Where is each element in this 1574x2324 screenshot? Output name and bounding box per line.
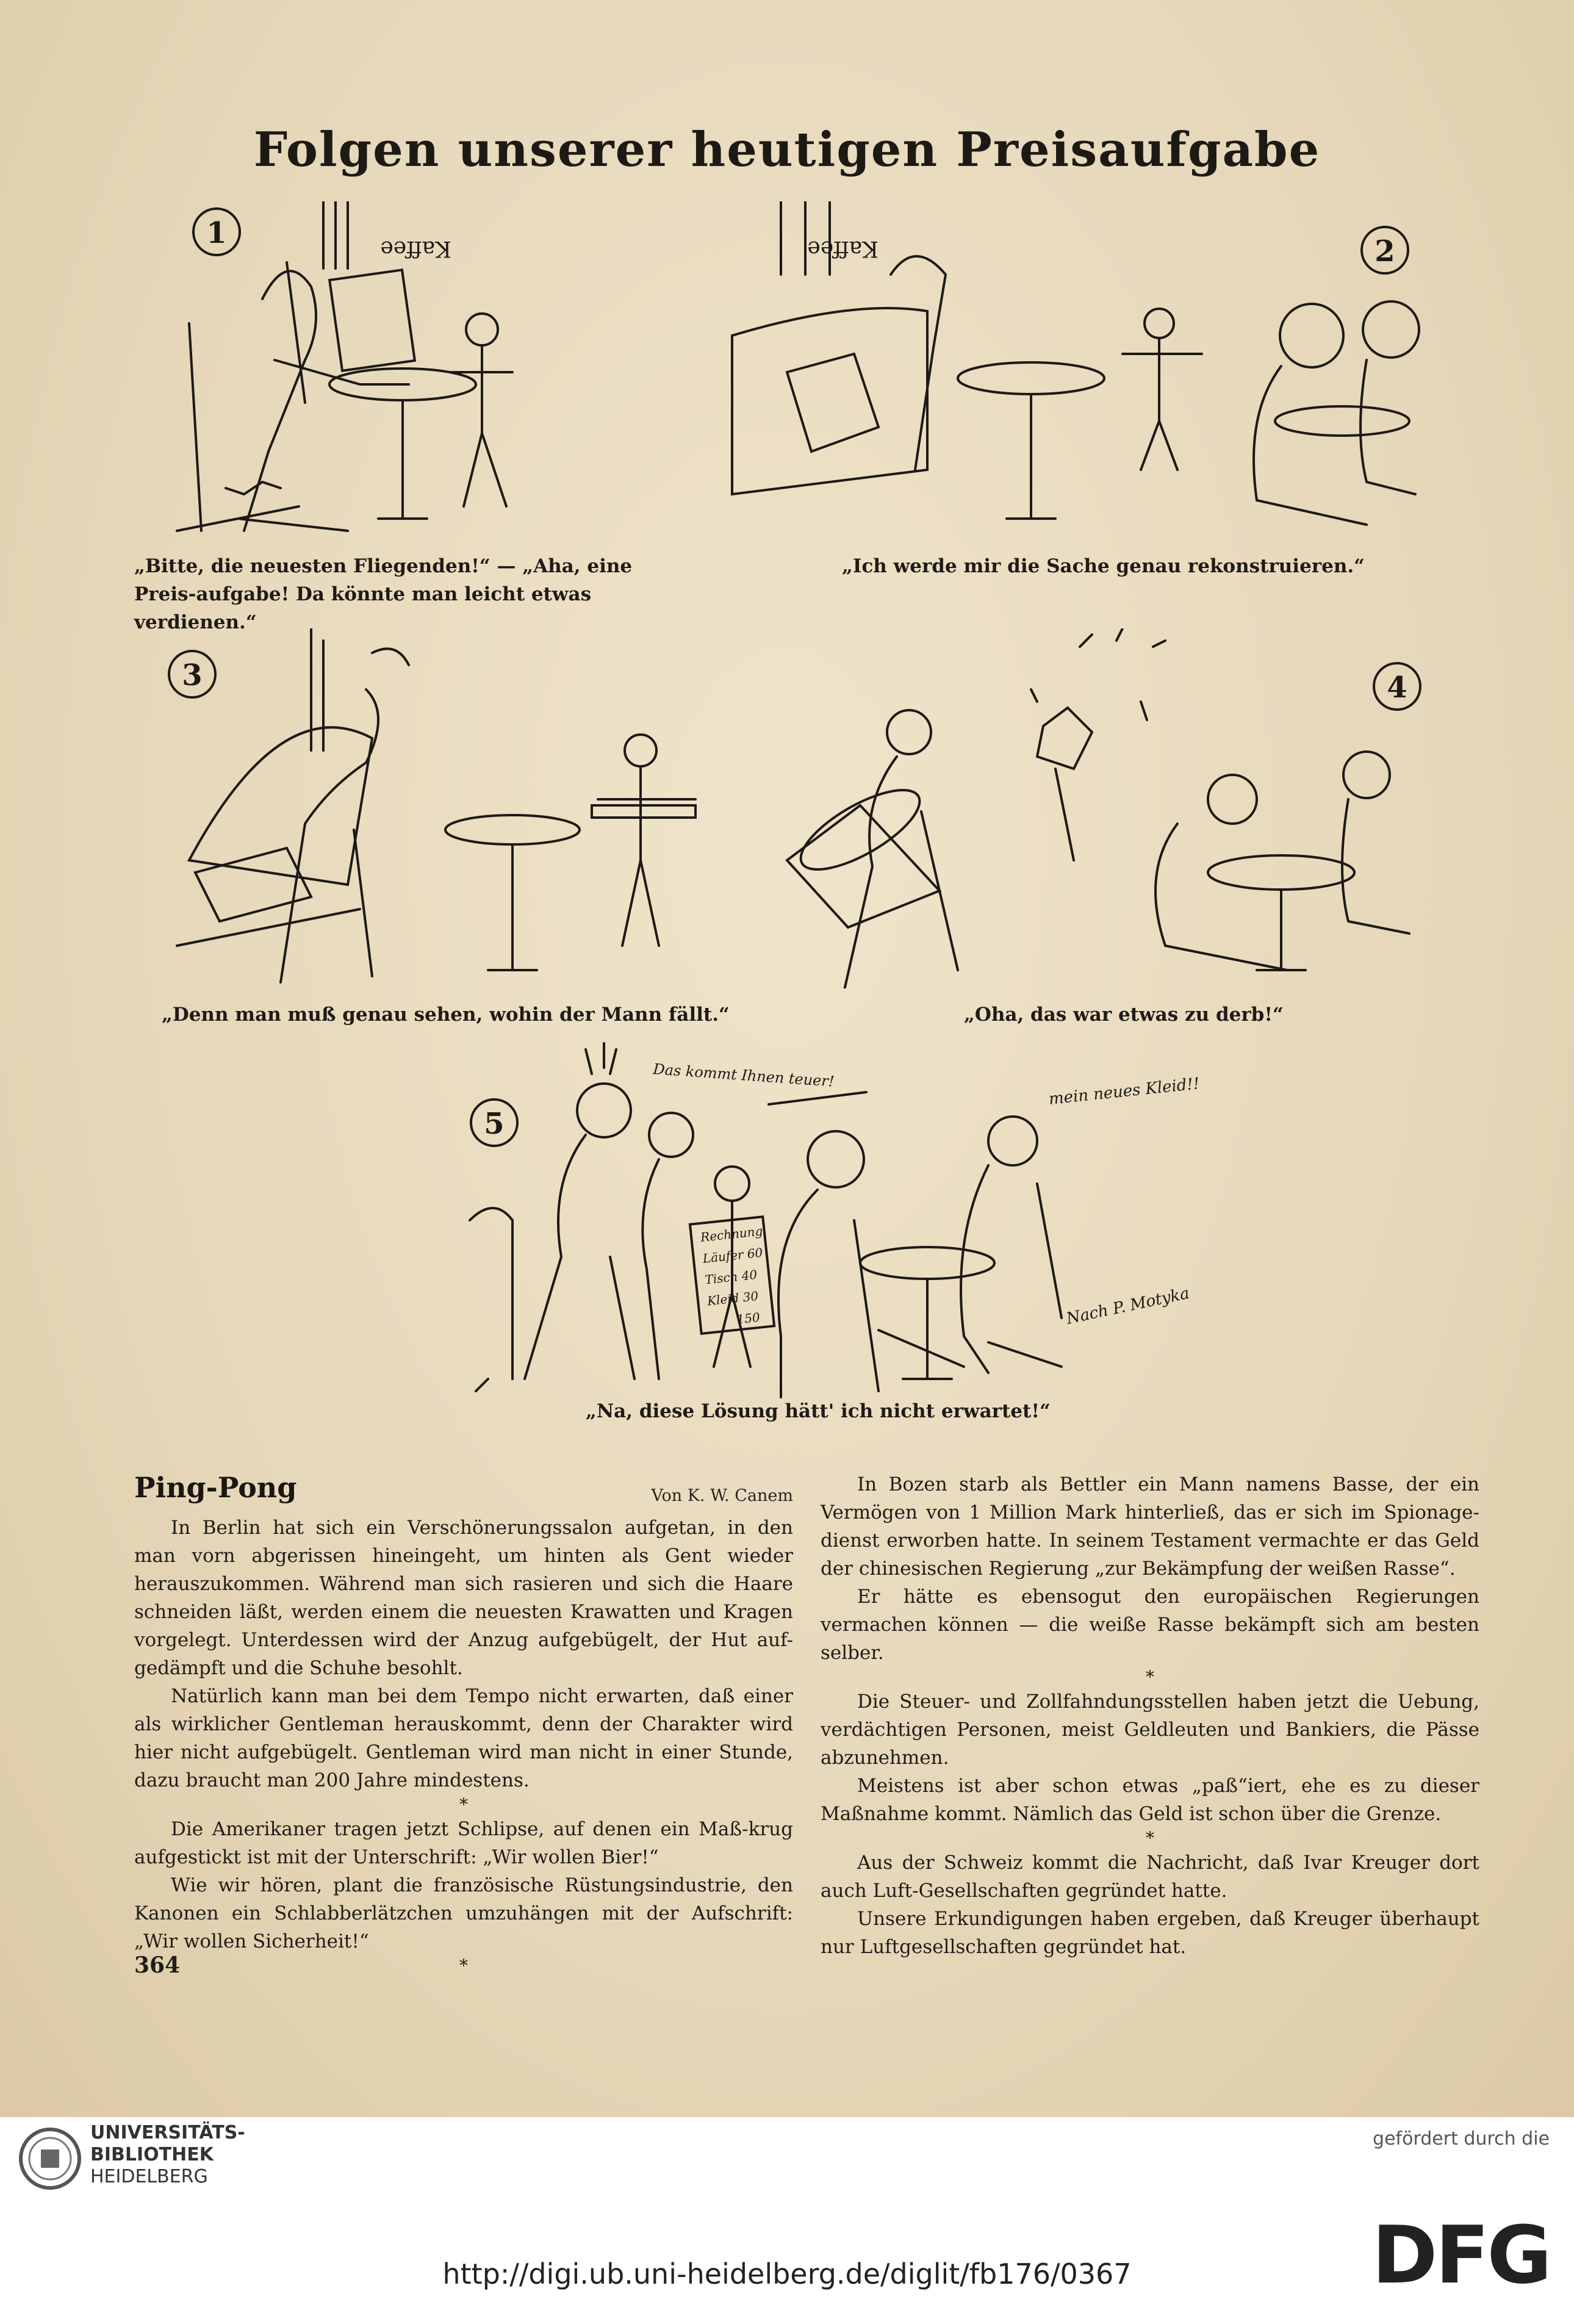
cartoon-drawing-2 (708, 201, 1458, 543)
dfg-logo[interactable]: DFG (1371, 2209, 1550, 2301)
library-name-line-2: BIBLIOTHEK (90, 2144, 214, 2165)
article-right-column (821, 1470, 1479, 1961)
library-name-line-1: UNIVERSITÄTS- (90, 2122, 245, 2143)
bill-line-1: Rechnung (699, 1223, 764, 1245)
library-name[interactable] (90, 2122, 245, 2188)
separator-star: * (459, 1794, 468, 1815)
permalink-url[interactable]: http://digi.ub.uni-heidelberg.de/diglit/fb176/0367 (442, 2257, 1132, 2290)
page-number: 364 (134, 1952, 181, 1978)
panel-2-number: 2 (1375, 234, 1395, 268)
article-byline: Von K. W. Canem (651, 1486, 793, 1505)
cartoon-panel-5 (451, 1037, 1220, 1409)
left-paragraph: Natürlich kann man bei dem Tempo nicht erwarten, daß einer als wirklicher Gentleman herauskommt, denn der Charakter wird hier nicht aufgebügelt. Gentleman wird man nicht in einer Stunde, dazu braucht man 200 Jahre mindestens. (134, 1685, 793, 1791)
panel-2-caption: „Ich werde mir die Sache genau rekonstruieren.“ (842, 555, 1365, 577)
right-paragraph: Unsere Erkundigungen haben ergeben, daß Kreuger überhaupt nur Luftgesellschaften gegründet hat. (821, 1908, 1479, 1958)
separator-star: * (459, 1955, 468, 1976)
right-paragraph: Die Steuer- und Zollfahndungsstellen haben jetzt die Uebung, verdächtigen Personen, meist Geldleuten und Bankiers, die Pässe abzunehmen. (821, 1691, 1479, 1769)
left-paragraph: Die Amerikaner tragen jetzt Schlipse, auf denen ein Maß-krug aufgestickt ist mit der Unterschrift: „Wir wollen Bier!“ (134, 1818, 793, 1868)
right-paragraph: Meistens ist aber schon etwas „paß“iert, ehe es zu dieser Maßnahme kommt. Nämlich das Geld ist schon über die Grenze. (821, 1775, 1479, 1825)
left-paragraph: In Berlin hat sich ein Verschönerungssalon aufgetan, in den man vorn abgerissen hineingeht, um hinten als Gent wieder herauszukommen. Während man sich rasieren und sich die Haare schneiden läßt, werden einem die neuesten Krawatten und Kragen vorgelegt. Unterdessen wird der Anzug aufgebügelt, der Hut auf-gedämpft und die Schuhe besohlt. (134, 1517, 793, 1679)
cartoon-drawing-1 (165, 201, 604, 543)
panel-5-caption: „Na, diese Lösung hätt' ich nicht erwartet!“ (586, 1400, 1051, 1422)
panel-1-sign: Kaffee (380, 236, 451, 261)
separator-star: * (1146, 1828, 1154, 1848)
panel-5-signature: Nach P. Motyka (1065, 1284, 1191, 1328)
panel-5-speech-1: Das kommt Ihnen teuer! (652, 1060, 835, 1090)
cartoon-panel-3 (153, 628, 714, 988)
bill-line-3: Tisch 40 (704, 1267, 758, 1287)
panel-4-number: 4 (1387, 671, 1407, 705)
cartoon-panel-4 (714, 628, 1464, 988)
article-left-column (134, 1473, 793, 1976)
bill-line-5: 150 (736, 1309, 761, 1327)
cartoon-panel-2 (708, 201, 1458, 543)
bill-line-4: Kleid 30 (706, 1288, 760, 1309)
panel-3-number: 3 (182, 658, 203, 693)
funded-by-label: gefördert durch die (1373, 2128, 1550, 2150)
left-paragraph: Wie wir hören, plant die französische Rüstungsindustrie, den Kanonen ein Schlabberlätzchen umzuhängen mit der Aufschrift: „Wir wollen Sicherheit!“ (134, 1874, 793, 1952)
article-heading: Ping-Pong (134, 1471, 297, 1504)
separator-star: * (1146, 1667, 1154, 1687)
panel-5-number: 5 (484, 1107, 505, 1141)
library-name-line-3: HEIDELBERG (90, 2166, 208, 2187)
panel-1-number: 1 (206, 216, 227, 250)
bill-line-2: Läufer 60 (702, 1245, 764, 1266)
right-paragraph: Aus der Schweiz kommt die Nachricht, daß Ivar Kreuger dort auch Luft-Gesellschaften gegründet hatte. (821, 1852, 1479, 1902)
right-paragraph: In Bozen starb als Bettler ein Mann namens Basse, der ein Vermögen von 1 Million Mark hinterließ, das er sich im Spionage-dienst erworben hatte. In seinem Testament vermachte er das Geld der chinesischen Regierung „zur Bekämpfung der weißen Rasse“. (821, 1473, 1479, 1580)
panel-4-caption: „Oha, das war etwas zu derb!“ (964, 1004, 1284, 1026)
panel-3-caption: „Denn man muß genau sehen, wohin der Mann fällt.“ (162, 1004, 730, 1026)
right-paragraph: Er hätte es ebensogut den europäischen Regierungen vermachen können — die weiße Rasse bekämpft sich am besten selber. (821, 1586, 1479, 1664)
cartoon-drawing-5 (451, 1037, 1220, 1409)
cartoon-drawing-3 (153, 628, 714, 988)
panel-2-sign: Kaffee (807, 236, 879, 261)
panel-1-caption: „Bitte, die neuesten Fliegenden!“ — „Aha, eine Preis-aufgabe! Da könnte man leicht etwas verdienen.“ (134, 555, 633, 633)
cartoon-panel-1 (165, 201, 604, 543)
page-title: Folgen unserer heutigen Preisaufgabe (253, 122, 1321, 178)
cartoon-drawing-4 (714, 628, 1464, 988)
panel-5-speech-2: mein neues Kleid!! (1048, 1074, 1201, 1109)
article-heading-row (134, 1473, 793, 1510)
